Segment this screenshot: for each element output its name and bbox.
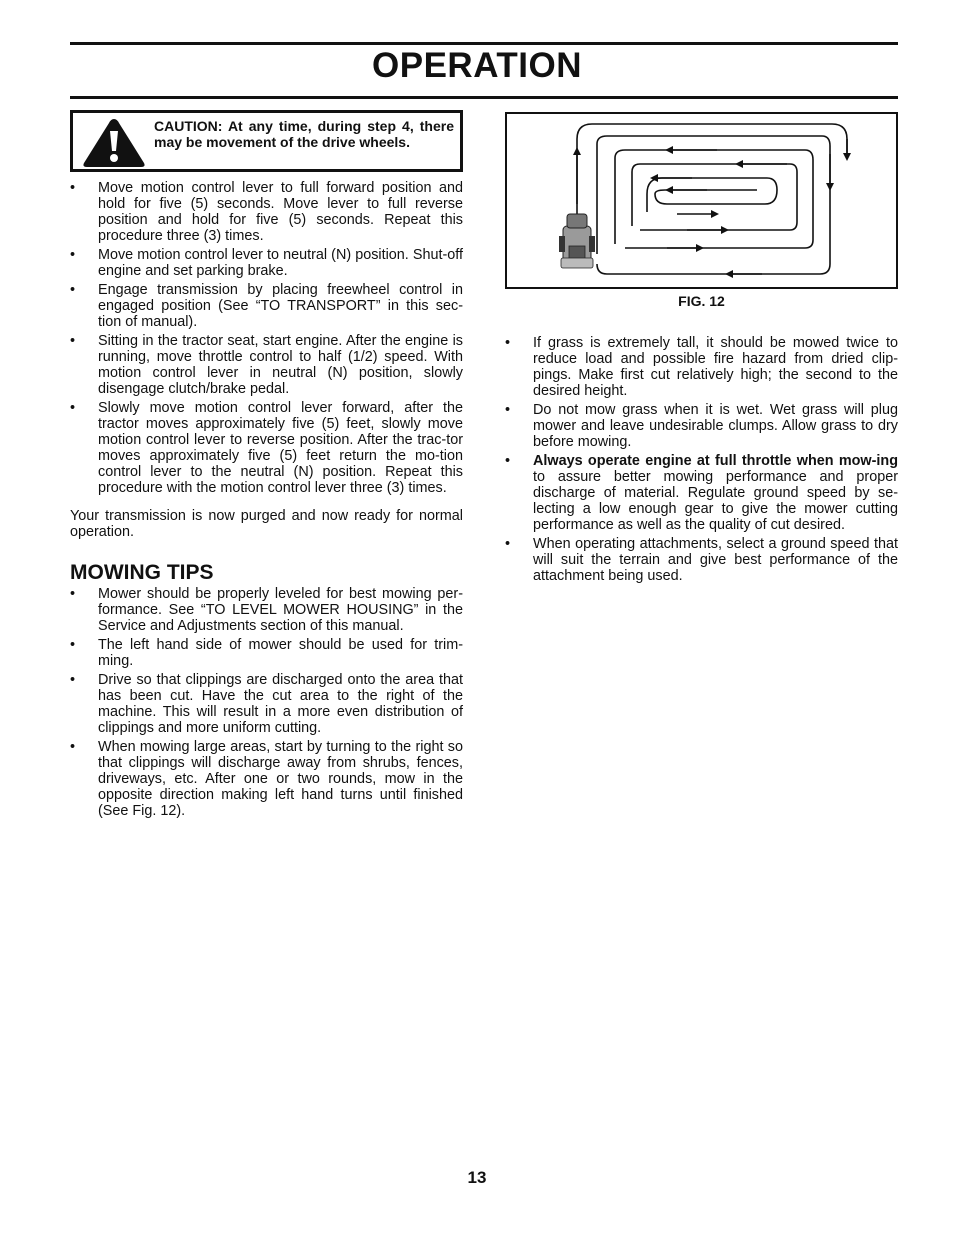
list-item: • Engage transmission by placing freewheel control in engaged position (See “TO TRANSPORT” in this sec-tion of manual). xyxy=(70,282,463,330)
caution-box xyxy=(70,110,463,172)
list-item: • When mowing large areas, start by turning to the right so that clippings will discharge away from shrubs, fences, driveways, etc. After one or two rounds, mow in the opposite direction making left hand turns until finished (See Fig. 12). xyxy=(70,739,463,819)
list-item xyxy=(505,536,898,584)
warning-triangle-icon xyxy=(81,117,147,173)
page-title: OPERATION xyxy=(372,46,582,85)
list-item: • Sitting in the tractor seat, start engine. After the engine is running, move throttle control to half (1/2) speed. With motion control lever in neutral (N) position, slowly disengage clutch/brake pedal. xyxy=(70,333,463,397)
figure-12 xyxy=(505,112,898,289)
list-item: • Drive so that clippings are discharged onto the area that has been cut. Have the cut area to the right of the machine. This will result in a more even distribution of clippings and more uniform cutting. xyxy=(70,672,463,736)
list-item-bold: Always operate engine at full throttle when mow-ing xyxy=(533,453,898,469)
header-rule-top xyxy=(70,42,898,45)
list-item-text: If grass is extremely tall, it should be mowed twice to reduce load and possible fire hazard from dried clip-pings. Make first cut relatively high; the second to the desired height. xyxy=(533,335,898,399)
list-item xyxy=(505,335,898,399)
purge-steps-list xyxy=(70,180,463,496)
list-item: • The left hand side of mower should be used for trim-ming. xyxy=(70,637,463,669)
right-tips-list xyxy=(505,335,898,584)
list-item-text: When operating attachments, select a ground speed that will suit the terrain and give best performance of the attachment being used. xyxy=(533,536,898,584)
list-item: • Slowly move motion control lever forward, after the tractor moves approximately five (5) feet, slowly move motion control lever to reverse position. After the trac-tor moves approximately five (5) feet return the mo-tion control lever to the neutral (N) position. Repeat this procedure with the motion control lever three (3) times. xyxy=(70,400,463,496)
tractor-icon xyxy=(559,214,595,268)
mowing-tips-list xyxy=(70,586,463,819)
closing-paragraph: Your transmission is now purged and now ready for normal operation. xyxy=(70,508,463,540)
header-rule-bottom xyxy=(70,96,898,99)
list-item: • Move motion control lever to full forward position and hold for five (5) seconds. Move lever to full reverse position and hold for five (5) seconds. Repeat this procedure three (3) times. xyxy=(70,180,463,244)
list-item: • Mower should be properly leveled for best mowing per-formance. See “TO LEVEL MOWER HOUSING” in the Service and Adjustments section of this manual. xyxy=(70,586,463,634)
right-column xyxy=(505,112,898,587)
page-number: 13 xyxy=(467,1168,487,1187)
list-item xyxy=(505,453,898,533)
list-item-text: to assure better mowing performance and proper discharge of material. Regulate ground speed by se-lecting a low enough gear to give the mower cutting performance as well as the quality of cut desired. xyxy=(533,469,898,533)
left-column xyxy=(70,110,463,822)
list-item xyxy=(505,402,898,450)
mowing-pattern-diagram xyxy=(507,114,896,287)
figure-caption: FIG. 12 xyxy=(678,293,725,309)
list-item: • Move motion control lever to neutral (N) position. Shut-off engine and set parking brake. xyxy=(70,247,463,279)
list-item-text: Do not mow grass when it is wet. Wet grass will plug mower and leave undesirable clumps. Allow grass to dry before mowing. xyxy=(533,402,898,450)
mowing-tips-heading: MOWING TIPS xyxy=(70,561,214,584)
caution-text: CAUTION: At any time, during step 4, there may be movement of the drive wheels. xyxy=(154,118,454,150)
